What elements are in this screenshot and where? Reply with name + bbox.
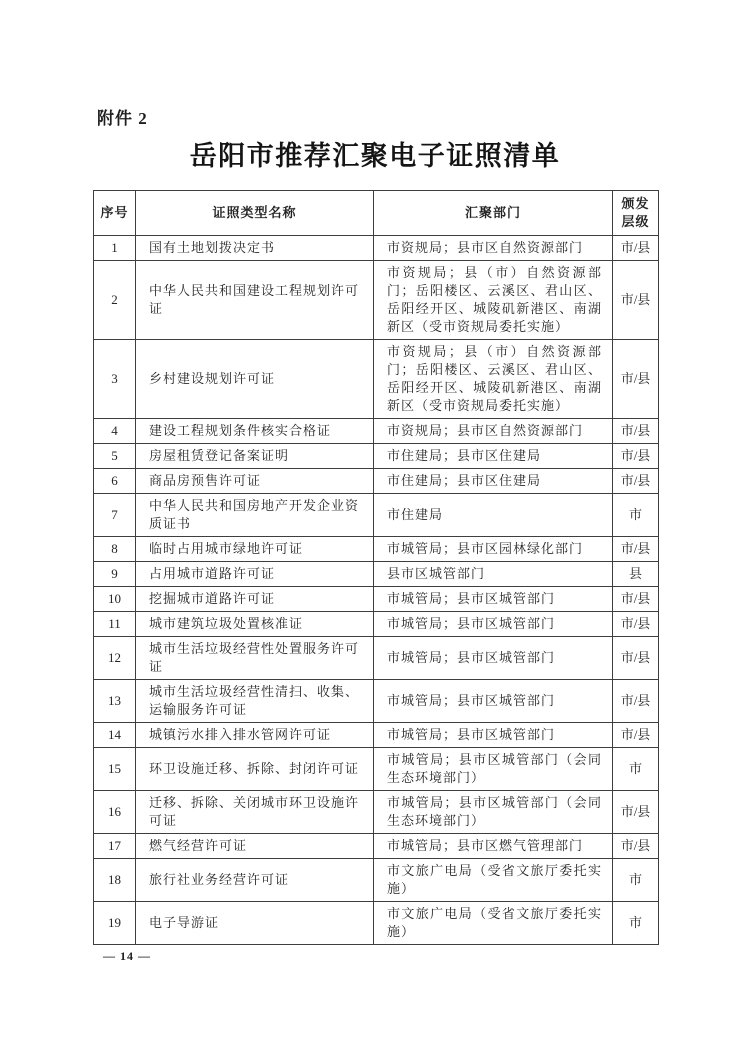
cell-level: 市 [613, 859, 659, 902]
cell-cert-name: 中华人民共和国建设工程规划许可证 [136, 261, 374, 340]
cell-cert-name: 建设工程规划条件核实合格证 [136, 419, 374, 444]
table-row [94, 444, 659, 469]
cell-department: 市住建局；县市区住建局 [374, 444, 613, 469]
cell-serial: 17 [94, 834, 136, 859]
certificate-table [93, 190, 659, 945]
cell-cert-name: 国有土地划拨决定书 [136, 236, 374, 261]
cell-serial: 5 [94, 444, 136, 469]
cell-serial: 1 [94, 236, 136, 261]
cell-level: 市 [613, 494, 659, 537]
table-row [94, 537, 659, 562]
cell-cert-name: 中华人民共和国房地产开发企业资质证书 [136, 494, 374, 537]
cell-serial: 8 [94, 537, 136, 562]
cell-department: 市城管局；县市区城管部门 [374, 612, 613, 637]
cell-cert-name: 迁移、拆除、关闭城市环卫设施许可证 [136, 791, 374, 834]
cell-cert-name: 旅行社业务经营许可证 [136, 859, 374, 902]
table-row [94, 723, 659, 748]
cell-level: 市/县 [613, 723, 659, 748]
table-row [94, 637, 659, 680]
cell-department: 市资规局；县（市）自然资源部门；岳阳楼区、云溪区、君山区、岳阳经开区、城陵矶新港区、南湖新区（受市资规局委托实施） [374, 340, 613, 419]
cell-department: 市文旅广电局（受省文旅厅委托实施） [374, 859, 613, 902]
cell-level: 市 [613, 902, 659, 945]
cell-cert-name: 临时占用城市绿地许可证 [136, 537, 374, 562]
cell-department: 市城管局；县市区城管部门 [374, 723, 613, 748]
cell-level: 市 [613, 748, 659, 791]
table-row [94, 494, 659, 537]
cell-serial: 9 [94, 562, 136, 587]
cell-department: 市城管局；县市区城管部门（会同生态环境部门） [374, 748, 613, 791]
cell-cert-name: 占用城市道路许可证 [136, 562, 374, 587]
table-row [94, 469, 659, 494]
cell-serial: 13 [94, 680, 136, 723]
cell-serial: 14 [94, 723, 136, 748]
column-header-cert-name: 证照类型名称 [136, 191, 374, 236]
cell-department: 市城管局；县市区城管部门 [374, 587, 613, 612]
cell-department: 市城管局；县市区城管部门 [374, 637, 613, 680]
cell-cert-name: 挖掘城市道路许可证 [136, 587, 374, 612]
cell-department: 市城管局；县市区城管部门（会同生态环境部门） [374, 791, 613, 834]
cell-level: 市/县 [613, 834, 659, 859]
cell-department: 市住建局；县市区住建局 [374, 469, 613, 494]
table-row [94, 859, 659, 902]
cell-level: 市/县 [613, 340, 659, 419]
cell-department: 市城管局；县市区燃气管理部门 [374, 834, 613, 859]
cell-cert-name: 商品房预售许可证 [136, 469, 374, 494]
cell-cert-name: 城市建筑垃圾处置核准证 [136, 612, 374, 637]
table-row [94, 236, 659, 261]
table-row [94, 587, 659, 612]
cell-serial: 16 [94, 791, 136, 834]
table-row [94, 261, 659, 340]
table-row [94, 340, 659, 419]
table-row [94, 612, 659, 637]
cell-level: 市/县 [613, 236, 659, 261]
cell-level: 市/县 [613, 637, 659, 680]
cell-level: 市/县 [613, 791, 659, 834]
table-header-row [94, 191, 659, 236]
cell-level: 市/县 [613, 444, 659, 469]
cell-serial: 6 [94, 469, 136, 494]
column-header-serial: 序号 [94, 191, 136, 236]
cell-cert-name: 城市生活垃圾经营性清扫、收集、运输服务许可证 [136, 680, 374, 723]
cell-serial: 11 [94, 612, 136, 637]
table-row [94, 748, 659, 791]
cell-level: 市/县 [613, 612, 659, 637]
table-body [94, 236, 659, 945]
page-number: — 14 — [103, 949, 151, 963]
cell-level: 市/县 [613, 587, 659, 612]
cell-cert-name: 房屋租赁登记备案证明 [136, 444, 374, 469]
cell-serial: 2 [94, 261, 136, 340]
cell-department: 市城管局；县市区城管部门 [374, 680, 613, 723]
cell-department: 市资规局；县（市）自然资源部门；岳阳楼区、云溪区、君山区、岳阳经开区、城陵矶新港区、南湖新区（受市资规局委托实施） [374, 261, 613, 340]
cell-cert-name: 电子导游证 [136, 902, 374, 945]
cell-level: 市/县 [613, 419, 659, 444]
table-row [94, 791, 659, 834]
cell-cert-name: 环卫设施迁移、拆除、封闭许可证 [136, 748, 374, 791]
cell-level: 市/县 [613, 469, 659, 494]
cell-level: 市/县 [613, 680, 659, 723]
cell-serial: 19 [94, 902, 136, 945]
cell-level: 县 [613, 562, 659, 587]
cell-serial: 15 [94, 748, 136, 791]
cell-cert-name: 城镇污水排入排水管网许可证 [136, 723, 374, 748]
cell-department: 市城管局；县市区园林绿化部门 [374, 537, 613, 562]
cell-department: 市资规局；县市区自然资源部门 [374, 236, 613, 261]
table-row [94, 902, 659, 945]
column-header-level: 颁发层级 [613, 191, 659, 236]
cell-serial: 4 [94, 419, 136, 444]
table-row [94, 562, 659, 587]
cell-department: 市住建局 [374, 494, 613, 537]
cell-department: 县市区城管部门 [374, 562, 613, 587]
cell-cert-name: 燃气经营许可证 [136, 834, 374, 859]
cell-cert-name: 城市生活垃圾经营性处置服务许可证 [136, 637, 374, 680]
table-row [94, 680, 659, 723]
cell-department: 市文旅广电局（受省文旅厅委托实施） [374, 902, 613, 945]
cell-serial: 3 [94, 340, 136, 419]
column-header-department: 汇聚部门 [374, 191, 613, 236]
cell-serial: 12 [94, 637, 136, 680]
table-row [94, 419, 659, 444]
cell-level: 市/县 [613, 537, 659, 562]
cell-serial: 10 [94, 587, 136, 612]
cell-serial: 7 [94, 494, 136, 537]
table-row [94, 834, 659, 859]
cell-cert-name: 乡村建设规划许可证 [136, 340, 374, 419]
page-title: 岳阳市推荐汇聚电子证照清单 [189, 141, 561, 171]
cell-serial: 18 [94, 859, 136, 902]
attachment-label: 附件 2 [97, 109, 148, 128]
cell-level: 市/县 [613, 261, 659, 340]
cell-department: 市资规局；县市区自然资源部门 [374, 419, 613, 444]
